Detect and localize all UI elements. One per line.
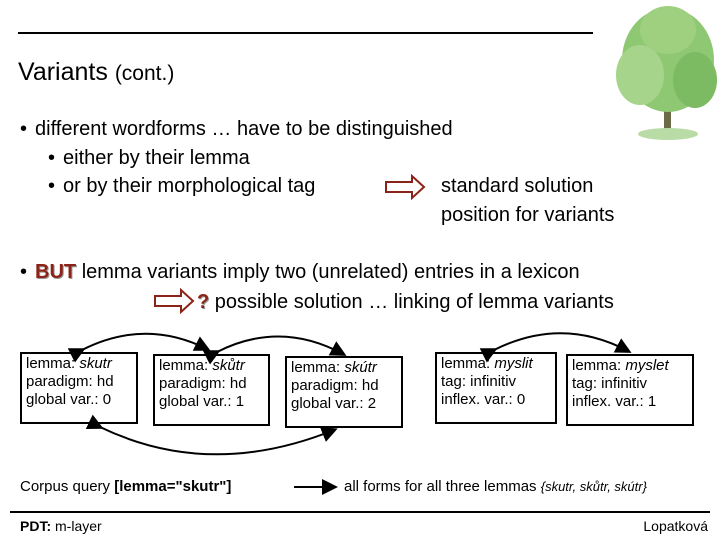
bullet-1b: • or by their morphological tag — [48, 175, 316, 197]
slide-title — [18, 58, 174, 87]
title-sub: (cont.) — [114, 62, 175, 85]
query-result-list: {skutr, skůtr, skútr} — [540, 479, 647, 494]
lemma-box-myslit: lemma: myslit tag: infinitiv inflex. var.: 0 — [435, 352, 557, 424]
title-main: Variants — [18, 58, 108, 86]
lemma-box-skutr-ring: lemma: skůtr paradigm: hd global var.: 1 — [153, 354, 270, 426]
query-result: all forms for all three lemmas {skutr, skůtr, skútr} — [344, 478, 647, 495]
lemma-box-skutr-acute: lemma: skútr paradigm: hd global var.: 2 — [285, 356, 403, 428]
footer-right: Lopatková — [643, 518, 708, 534]
link-arrow-4-5 — [494, 333, 628, 351]
footer-rule — [10, 511, 710, 513]
but-emphasis: BUT — [35, 261, 77, 283]
link-arrow-2-3 — [217, 336, 343, 354]
query-expression: [lemma="skutr"] — [114, 478, 232, 495]
lemma-box-skutr: lemma: skutr paradigm: hd global var.: 0 — [20, 352, 138, 424]
footer-left: PDT: m-layer — [20, 518, 102, 534]
solution-line-1: standard solution — [441, 175, 594, 197]
title-rule — [18, 32, 593, 34]
link-arrow-1-2 — [82, 334, 207, 350]
bullet-1a: • either by their lemma — [48, 147, 250, 169]
link-arrow-1-3 — [100, 427, 334, 454]
question-mark: ? — [197, 291, 210, 313]
bullet-1: • different wordforms … have to be distinguished — [20, 118, 453, 140]
right-arrow-icon — [386, 176, 424, 198]
right-arrow-icon-2 — [155, 290, 193, 312]
bullet-2: • BUT lemma variants imply two (unrelated) entries in a lexicon — [20, 261, 580, 283]
solution-line-2: position for variants — [441, 204, 615, 226]
bullet-2-solution: ? possible solution … linking of lemma variants — [197, 291, 614, 313]
lemma-box-myslet: lemma: myslet tag: infinitiv inflex. var.: 1 — [566, 354, 694, 426]
corpus-query: Corpus query [lemma="skutr"] — [20, 478, 232, 495]
